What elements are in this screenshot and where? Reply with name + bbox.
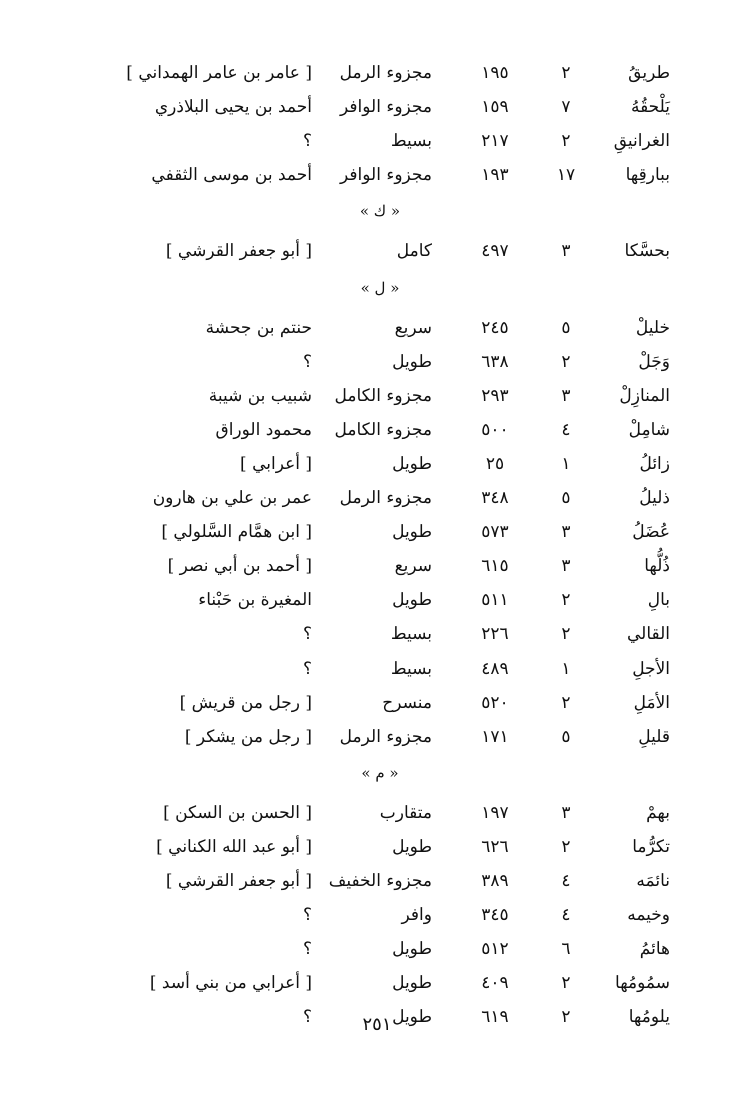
poetic-meter: مجزوء الرمل (339, 63, 432, 83)
poetic-meter: سريع (394, 556, 432, 576)
rhyme-word: وَجَلْ (638, 352, 670, 372)
poetic-meter: متقارب (379, 803, 432, 823)
page-reference: ٦١٥ (481, 556, 509, 576)
page-reference: ٤٨٩ (481, 659, 509, 679)
rhyme-word: نائمَه (636, 871, 670, 891)
page-reference: ٤٩٧ (481, 241, 509, 261)
page-reference: ٦٣٨ (481, 352, 509, 372)
poetic-meter: وافر (401, 905, 432, 925)
poet-name: محمود الوراق (215, 420, 312, 440)
verse-count: ١٧ (556, 165, 576, 185)
rhyme-word: سمُومُها (615, 973, 670, 993)
poetic-meter: طويل (392, 837, 432, 857)
poet-name: ؟ (302, 131, 312, 151)
rhyme-word: الأجلِ (632, 659, 670, 679)
poetic-meter: مجزوء الوافر (340, 165, 432, 185)
page-reference: ٥٧٣ (481, 522, 509, 542)
poetic-meter: مجزوء الكامل (334, 420, 432, 440)
poetic-meter: طويل (392, 973, 432, 993)
poet-name: [ أعرابي ] (240, 454, 312, 474)
rhyme-word: يَلْحقُهُ (630, 97, 670, 117)
index-row (0, 481, 754, 515)
poet-name: [ الحسن بن السكن ] (163, 803, 312, 823)
poet-name: ؟ (302, 659, 312, 679)
section-header (0, 196, 754, 226)
index-row (0, 311, 754, 345)
poet-name: [ أعرابي من بني أسد ] (149, 973, 312, 993)
verse-count: ١ (561, 659, 571, 679)
page-reference: ٤٠٩ (481, 973, 509, 993)
verse-count: ٧ (561, 97, 571, 117)
rhyme-word: عُضَلُ (632, 522, 670, 542)
poet-name: [ أبو جعفر القرشي ] (165, 241, 312, 261)
poet-name: أحمد بن يحيى البلاذري (154, 97, 312, 117)
index-row (0, 796, 754, 830)
poetic-meter: بسيط (390, 131, 432, 151)
page-reference: ١٥٩ (481, 97, 509, 117)
rhyme-word: الغرانيقِ (613, 131, 670, 151)
index-row (0, 652, 754, 686)
index-row (0, 720, 754, 754)
rhyme-word: يلومُها (628, 1007, 670, 1027)
verse-count: ٥ (561, 318, 571, 338)
verse-count: ٢ (561, 590, 571, 610)
rhyme-word: شامِلْ (628, 420, 670, 440)
poetic-meter: مجزوء الرمل (339, 488, 432, 508)
page-reference: ١٧١ (481, 727, 509, 747)
verse-count: ٤ (561, 871, 571, 891)
poetic-meter: كامل (396, 241, 432, 261)
poetic-meter: مجزوء الخفيف (328, 871, 432, 891)
index-row (0, 124, 754, 158)
poet-name: المغيرة بن حَبْناء (198, 590, 312, 610)
poetic-meter: منسرح (382, 693, 432, 713)
section-header (0, 273, 754, 303)
page-reference: ٥١١ (481, 590, 509, 610)
poetic-meter: طويل (392, 352, 432, 372)
index-row (0, 932, 754, 966)
verse-count: ١ (561, 454, 571, 474)
page-reference: ٥١٢ (481, 939, 509, 959)
page-reference: ٢٢٦ (481, 624, 509, 644)
verse-count: ٥ (561, 727, 571, 747)
rhyme-word: خليلْ (635, 318, 670, 338)
index-row (0, 90, 754, 124)
poet-name: شبيب بن شيبة (208, 386, 312, 406)
poet-name: ؟ (302, 905, 312, 925)
page-reference: ٣٨٩ (481, 871, 509, 891)
section-header-label: « م » (361, 763, 399, 782)
page-reference: ١٩٧ (481, 803, 509, 823)
poet-name: أحمد بن موسى الثقفي (151, 165, 312, 185)
poetic-meter: طويل (392, 522, 432, 542)
page-reference: ١٩٥ (481, 63, 509, 83)
poetic-meter: بسيط (390, 659, 432, 679)
verse-count: ٢ (561, 63, 571, 83)
index-row (0, 379, 754, 413)
page-reference: ٢٥ (485, 454, 505, 474)
poet-name: ؟ (302, 939, 312, 959)
page-reference: ٢٤٥ (481, 318, 509, 338)
verse-count: ٢ (561, 624, 571, 644)
rhyme-word: قليلِ (638, 727, 670, 747)
verse-count: ٢ (561, 1007, 571, 1027)
page-reference: ٣٤٨ (481, 488, 509, 508)
poetic-meter: طويل (392, 454, 432, 474)
poetic-meter: بسيط (390, 624, 432, 644)
verse-count: ٢ (561, 693, 571, 713)
poet-name: [ ابن همَّام السَّلولي ] (161, 522, 312, 542)
index-row (0, 864, 754, 898)
index-row (0, 345, 754, 379)
poetic-meter: مجزوء الرمل (339, 727, 432, 747)
index-row (0, 686, 754, 720)
page-reference: ٥٢٠ (481, 693, 509, 713)
poetic-meter: طويل (392, 1007, 432, 1027)
poetic-meter: مجزوء الوافر (340, 97, 432, 117)
page-reference: ٦٢٦ (481, 837, 509, 857)
poet-name: عمر بن علي بن هارون (152, 488, 312, 508)
index-row (0, 447, 754, 481)
verse-count: ٣ (561, 522, 571, 542)
section-header (0, 758, 754, 788)
rhyme-word: ذليلُ (639, 488, 670, 508)
poet-name: [ أبو عبد الله الكناني ] (156, 837, 312, 857)
poet-name: ؟ (302, 1007, 312, 1027)
page-reference: ٥٠٠ (481, 420, 509, 440)
index-row (0, 830, 754, 864)
poetic-meter: سريع (394, 318, 432, 338)
poet-name: [ رجل من قريش ] (179, 693, 312, 713)
section-header-label: « ل » (360, 278, 400, 297)
index-row (0, 966, 754, 1000)
verse-count: ٣ (561, 556, 571, 576)
verse-count: ٢ (561, 973, 571, 993)
page-reference: ٦١٩ (481, 1007, 509, 1027)
verse-count: ٦ (561, 939, 571, 959)
index-row (0, 56, 754, 90)
verse-count: ٢ (561, 837, 571, 857)
poet-name: [ أحمد بن أبي نصر ] (167, 556, 312, 576)
rhyme-word: ذُلُّها (644, 556, 670, 576)
index-row (0, 549, 754, 583)
poet-name: [ رجل من يشكر ] (184, 727, 312, 747)
poet-name: ؟ (302, 624, 312, 644)
poetic-meter: طويل (392, 590, 432, 610)
page-reference: ١٩٣ (481, 165, 509, 185)
page-number: ٢٥١ (362, 1014, 392, 1035)
verse-count: ٥ (561, 488, 571, 508)
page-reference: ٢٩٣ (481, 386, 509, 406)
rhyme-word: الأمَلِ (633, 693, 670, 713)
rhyme-word: بحسَّكا (624, 241, 670, 261)
rhyme-word: هائمُ (639, 939, 670, 959)
index-row (0, 515, 754, 549)
rhyme-word: ببارقِها (625, 165, 670, 185)
rhyme-word: المنازِلْ (619, 386, 670, 406)
index-row (0, 158, 754, 192)
rhyme-word: طريقُ (628, 63, 670, 83)
rhyme-word: بهمْ (646, 803, 670, 823)
page-reference: ٢١٧ (481, 131, 509, 151)
index-row (0, 583, 754, 617)
index-row (0, 413, 754, 447)
section-header-label: « ك » (359, 202, 401, 221)
poetic-meter: مجزوء الكامل (334, 386, 432, 406)
verse-count: ٢ (561, 352, 571, 372)
rhyme-word: وخيمه (627, 905, 670, 925)
verse-count: ٣ (561, 386, 571, 406)
rhyme-word: بالِ (647, 590, 670, 610)
index-row (0, 617, 754, 651)
poet-name: ؟ (302, 352, 312, 372)
page-reference: ٣٤٥ (481, 905, 509, 925)
rhyme-word: تكرُّما (632, 837, 670, 857)
index-row (0, 234, 754, 268)
index-row (0, 898, 754, 932)
verse-count: ٢ (561, 131, 571, 151)
rhyme-word: زائلُ (639, 454, 670, 474)
verse-count: ٣ (561, 241, 571, 261)
poet-name: [ أبو جعفر القرشي ] (165, 871, 312, 891)
poet-name: [ عامر بن عامر الهمداني ] (126, 63, 312, 83)
rhyme-word: القالي (626, 624, 670, 644)
poetic-meter: طويل (392, 939, 432, 959)
poet-name: حنتم بن جحشة (205, 318, 312, 338)
verse-count: ٤ (561, 905, 571, 925)
verse-count: ٣ (561, 803, 571, 823)
verse-count: ٤ (561, 420, 571, 440)
